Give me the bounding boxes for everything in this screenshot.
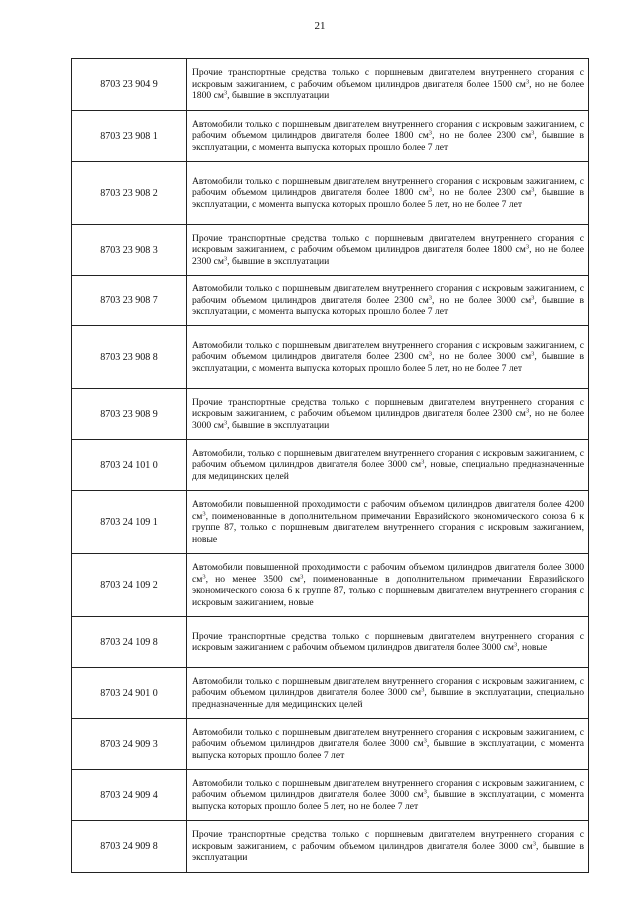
description-text: , бывшие в эксплуатации [227, 90, 330, 102]
superscript: 3 [428, 186, 433, 194]
goods-description [187, 491, 589, 554]
description-text: Автомобили только с поршневым двигателем внутреннего сгорания с искровым зажиганием, с рабочим объемом цилиндров двигателя более 2300 см [192, 283, 584, 306]
superscript: 3 [428, 129, 433, 137]
goods-description [187, 668, 589, 719]
tnved-code: 8703 23 908 9 [72, 389, 187, 440]
goods-description [187, 111, 589, 162]
table-row [72, 617, 589, 668]
table-row [72, 111, 589, 162]
table-row [72, 770, 589, 821]
superscript: 3 [513, 641, 518, 649]
description-text: , бывшие в эксплуатации, с момента выпуска которых прошло более 5 лет, но не более 7 лет [192, 351, 584, 374]
description-text: Прочие транспортные средства только с поршневым двигателем внутреннего сгорания с искровым зажиганием, с рабочим объемом цилиндров двигателя более 1500 см [192, 67, 584, 90]
description-text: , бывшие в эксплуатации, с момента выпуска которых прошло более 7 лет [192, 130, 584, 153]
tnved-code: 8703 24 101 0 [72, 440, 187, 491]
superscript: 3 [202, 573, 206, 580]
tnved-code: 8703 23 908 8 [72, 326, 187, 389]
tnved-code: 8703 24 909 4 [72, 770, 187, 821]
description-text: , бывшие в эксплуатации [227, 419, 330, 431]
tnved-code: 8703 24 909 8 [72, 821, 187, 873]
description-text: , бывшие в эксплуатации, с момента выпуска которых прошло более 7 лет [192, 294, 584, 318]
description-text: , бывшие в эксплуатации [227, 255, 330, 267]
superscript: 3 [428, 350, 433, 358]
table-row [72, 276, 589, 326]
table-row [72, 326, 589, 389]
superscript: 3 [531, 129, 535, 137]
tnved-code: 8703 23 908 3 [72, 225, 187, 276]
table-body [72, 59, 589, 873]
goods-description [187, 617, 589, 668]
superscript: 3 [423, 737, 427, 745]
goods-description [187, 821, 589, 873]
description-text: , но не более 2300 см [432, 130, 532, 142]
superscript: 3 [421, 458, 425, 466]
description-text: Прочие транспортные средства только с поршневым двигателем внутреннего сгорания с искровым зажиганием с рабочим объемом цилиндров двигателя более 3000 см [192, 630, 584, 653]
table-row [72, 821, 589, 873]
tnved-code: 8703 24 109 1 [72, 491, 187, 554]
description-text: Автомобили только с поршневым двигателем внутреннего сгорания с искровым зажиганием, с рабочим объемом цилиндров двигателя более 3000 см [192, 777, 584, 801]
table-row [72, 554, 589, 617]
goods-description [187, 389, 589, 440]
description-text: Автомобили только с поршневым двигателем внутреннего сгорания с искровым зажиганием, с рабочим объемом цилиндров двигателя более 3000 см [192, 726, 584, 750]
description-text: , бывшие в эксплуатации [192, 840, 584, 864]
table-row [72, 491, 589, 554]
table-row [72, 440, 589, 491]
superscript: 3 [223, 419, 228, 427]
goods-description [187, 770, 589, 821]
superscript: 3 [525, 78, 530, 86]
goods-description [187, 326, 589, 389]
superscript: 3 [531, 294, 535, 302]
superscript: 3 [223, 89, 228, 97]
goods-description [187, 276, 589, 326]
table-row [72, 225, 589, 276]
superscript: 3 [421, 686, 425, 694]
superscript: 3 [531, 186, 535, 194]
description-text: Автомобили только с поршневым двигателем внутреннего сгорания с искровым зажиганием, с рабочим объемом цилиндров двигателя более 2300 см [192, 339, 584, 363]
description-text: Прочие транспортные средства только с поршневым двигателем внутреннего сгорания с искровым зажиганием, с рабочим объемом цилиндров двигателя более 2300 см [192, 396, 584, 420]
description-text: , но не более 3000 см [432, 351, 532, 363]
page-number: 21 [314, 20, 326, 32]
goods-description [187, 440, 589, 491]
description-text: , но не более 1800 см [192, 78, 584, 102]
description-text: Автомобили, только с поршневым двигателем внутреннего сгорания с искровым зажиганием, с рабочим объемом цилиндров двигателя более 3000 см [192, 447, 584, 471]
tnved-code: 8703 24 909 3 [72, 719, 187, 770]
description-text: , бывшие в эксплуатации, с момента выпуска которых прошло более 7 лет [192, 738, 584, 761]
tnved-code: 8703 23 908 2 [72, 162, 187, 225]
table-row [72, 719, 589, 770]
description-text: , бывшие в эксплуатации, специально предназначенные для медицинских целей [192, 687, 584, 710]
description-text: , бывшие в эксплуатации, с момента выпуска которых прошло более 5 лет, но не более 7 лет [192, 187, 584, 210]
table-row [72, 59, 589, 111]
goods-description [187, 554, 589, 617]
description-text: Прочие транспортные средства только с поршневым двигателем внутреннего сгорания с искровым зажиганием, с рабочим объемом цилиндров двигателя более 3000 см [192, 829, 584, 852]
description-text: , но не более 2300 см [192, 244, 584, 267]
superscript: 3 [532, 840, 536, 848]
tnved-code: 8703 23 908 1 [72, 111, 187, 162]
description-text: , поименованные в дополнительном примечании Евразийского экономического союза 6 к группе 87, только с поршневым двигателем внутреннего сгорания с искровым зажиганием, новые [192, 573, 585, 608]
description-text: , но менее 3500 см [205, 573, 301, 585]
description-text: Автомобили только с поршневым двигателем внутреннего сгорания с искровым зажиганием, с рабочим объемом цилиндров двигателя более 1800 см [192, 118, 584, 142]
superscript: 3 [300, 573, 304, 580]
table-row [72, 162, 589, 225]
superscript: 3 [525, 407, 530, 415]
tnved-code: 8703 24 901 0 [72, 668, 187, 719]
description-text: , новые [517, 642, 548, 653]
superscript: 3 [223, 255, 228, 263]
description-text: , поименованные в дополнительном примечании Евразийского экономического союза 6 к группе 87, только с поршневым двигателем внутреннего сгорания с искровым зажиганием, новые [192, 510, 584, 545]
goods-description [187, 225, 589, 276]
superscript: 3 [423, 788, 427, 796]
tnved-code: 8703 23 904 9 [72, 59, 187, 111]
goods-description [187, 719, 589, 770]
description-text: Прочие транспортные средства только с поршневым двигателем внутреннего сгорания с искровым зажиганием, с рабочим объемом цилиндров двигателя более 1800 см [192, 232, 584, 256]
goods-description [187, 59, 589, 111]
description-text: , новые, специально предназначенные для медицинских целей [192, 459, 585, 482]
table-row [72, 389, 589, 440]
superscript: 3 [525, 243, 530, 251]
goods-description [187, 162, 589, 225]
tariff-code-table [71, 58, 589, 873]
description-text: Автомобили только с поршневым двигателем внутреннего сгорания с искровым зажиганием, с рабочим объемом цилиндров двигателя более 1800 см [192, 175, 584, 199]
description-text: Автомобили только с поршневым двигателем внутреннего сгорания с искровым зажиганием, с рабочим объемом цилиндров двигателя более 3000 см [192, 675, 584, 699]
tnved-code: 8703 23 908 7 [72, 276, 187, 326]
description-text: Автомобили повышенной проходимости с рабочим объемом цилиндров двигателя более 4200 см [192, 499, 584, 522]
description-text: Автомобили повышенной проходимости с рабочим объемом цилиндров двигателя более 3000 см [192, 562, 584, 585]
tnved-code: 8703 24 109 8 [72, 617, 187, 668]
superscript: 3 [428, 294, 433, 302]
description-text: , бывшие в эксплуатации, с момента выпуска которых прошло более 5 лет, но не более 7 лет [192, 789, 584, 812]
description-text: , но не более 2300 см [432, 187, 532, 199]
superscript: 3 [531, 350, 535, 358]
description-text: , но не более 3000 см [192, 408, 584, 431]
description-text: , но не более 3000 см [432, 294, 532, 306]
table-row [72, 668, 589, 719]
superscript: 3 [202, 510, 206, 517]
tnved-code: 8703 24 109 2 [72, 554, 187, 617]
